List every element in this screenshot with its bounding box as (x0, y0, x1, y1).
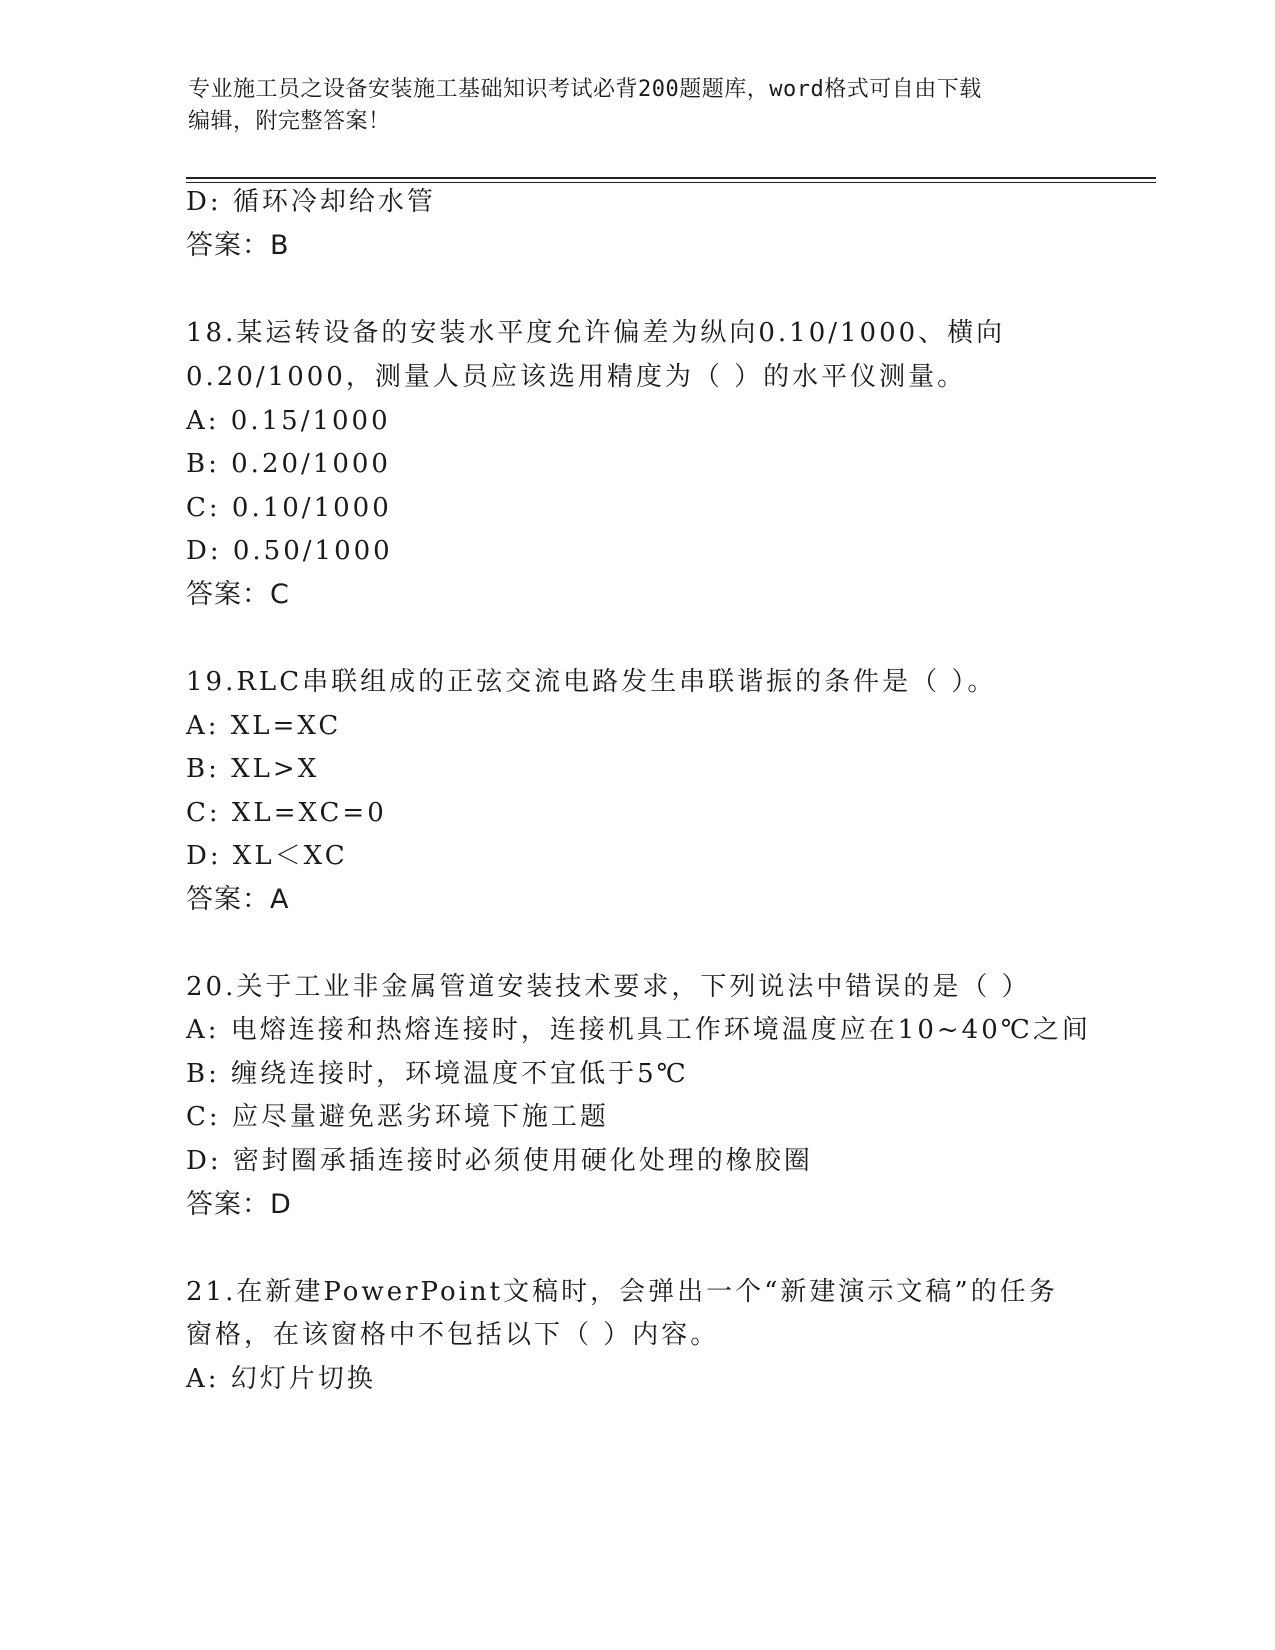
question-line: 21.在新建PowerPoint文稿时，会弹出一个“新建演示文稿”的任务 (186, 1277, 1058, 1307)
header-rule-thick (186, 177, 1156, 179)
option-line: C: XL=XC=0 (186, 798, 387, 828)
option-line: D: 密封圈承插连接时必须使用硬化处理的橡胶圈 (186, 1146, 813, 1176)
answer-line: 答案：A (186, 884, 290, 915)
option-line: B: XL>X (186, 754, 320, 784)
option-line: B: 缠绕连接时，环境温度不宜低于5℃ (186, 1059, 689, 1089)
option-line: D: XL＜XC (186, 841, 348, 871)
option-line: C: 0.10/1000 (186, 493, 392, 523)
answer-line: 答案：D (186, 1189, 292, 1220)
question-line: 20.关于工业非金属管道安装技术要求，下列说法中错误的是（ ） (186, 972, 1031, 1002)
option-line: D: 循环冷却给水管 (186, 187, 436, 217)
header-title-line-2: 编辑，附完整答案！ (188, 109, 391, 134)
option-line: A: 电熔连接和热熔连接时，连接机具工作环境温度应在10~40℃之间 (186, 1015, 1091, 1045)
answer-line: 答案：B (186, 230, 290, 261)
answer-line: 答案：C (186, 579, 290, 610)
question-line: 窗格，在该窗格中不包括以下（ ）内容。 (186, 1320, 720, 1350)
question-line: 0.20/1000，测量人员应该选用精度为（ ）的水平仪测量。 (186, 362, 967, 392)
option-line: A: 幻灯片切换 (186, 1364, 376, 1394)
option-line: D: 0.50/1000 (186, 536, 393, 566)
option-line: A: XL=XC (186, 711, 342, 741)
option-line: B: 0.20/1000 (186, 449, 391, 479)
question-line: 18.某运转设备的安装水平度允许偏差为纵向0.10/1000、横向 (186, 318, 1006, 348)
document-header (188, 74, 1088, 138)
option-line: A: 0.15/1000 (186, 406, 391, 436)
option-line: C: 应尽量避免恶劣环境下施工题 (186, 1102, 609, 1132)
header-title-line-1: 专业施工员之设备安装施工基础知识考试必背200题题库，word格式可自由下载 (188, 77, 982, 102)
question-line: 19.RLC串联组成的正弦交流电路发生串联谐振的条件是（ ）。 (186, 667, 997, 697)
